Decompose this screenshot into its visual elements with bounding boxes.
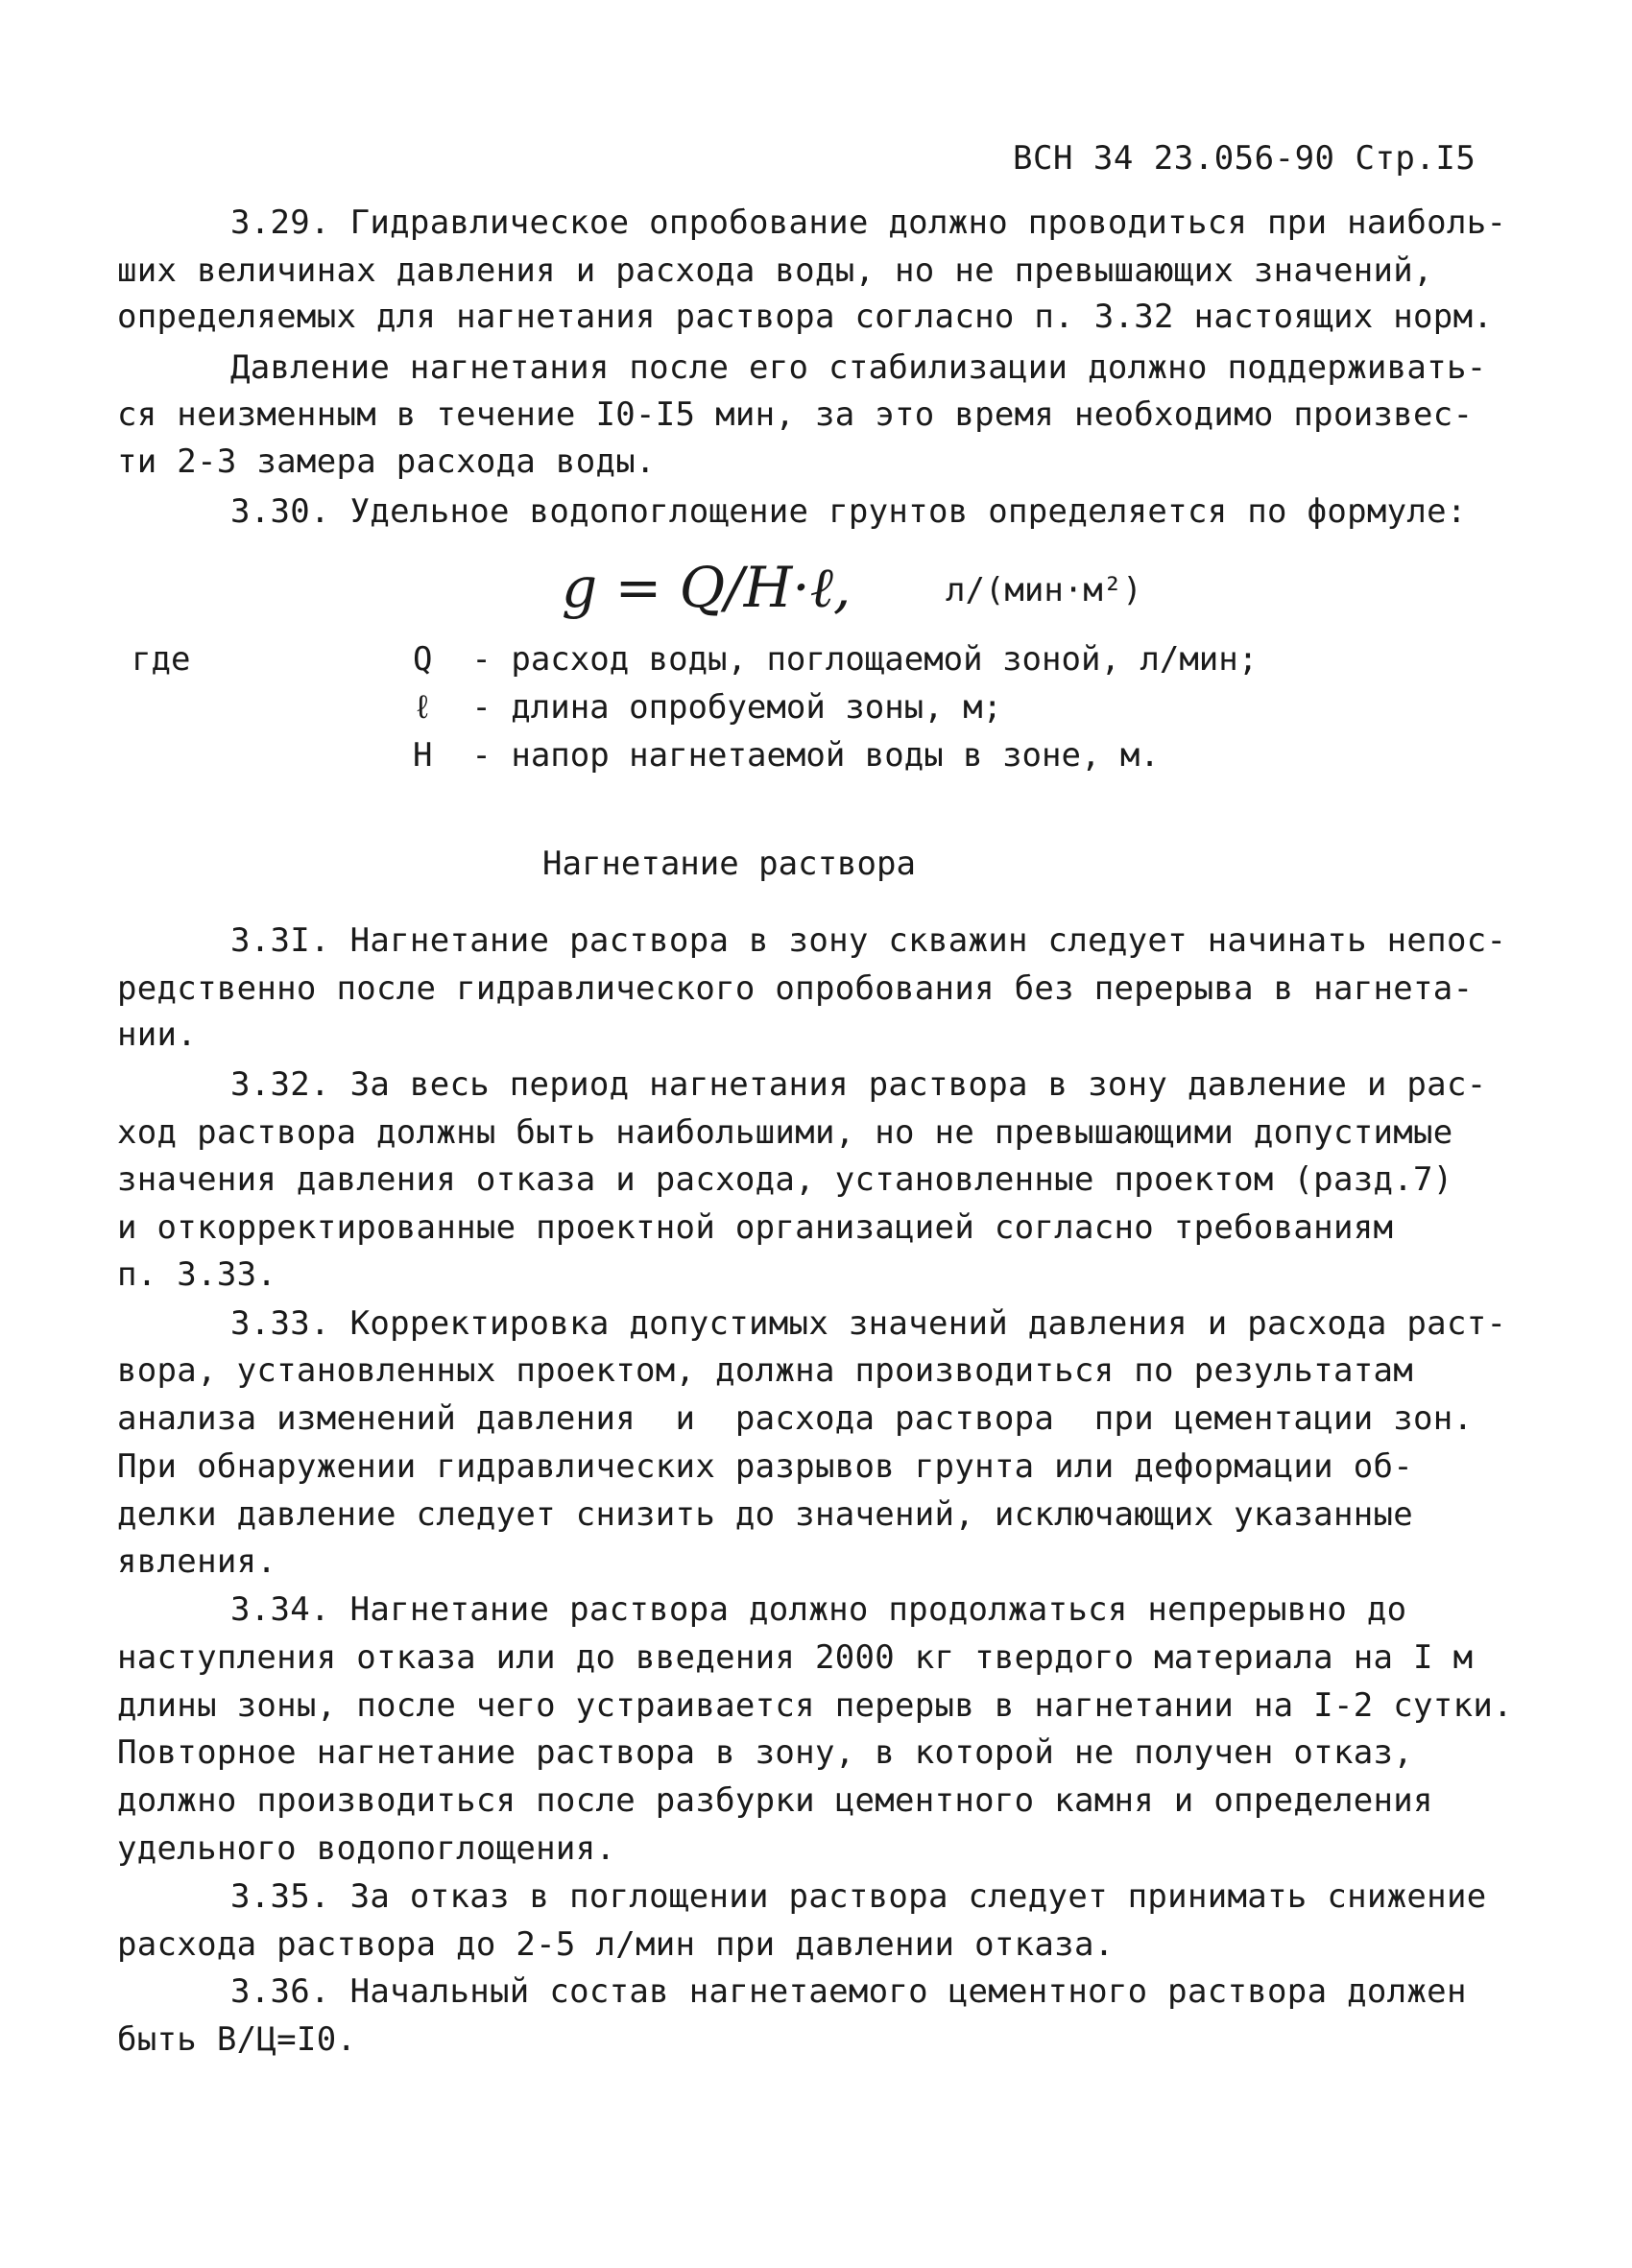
where-label: где — [132, 640, 191, 679]
text-line: Давление нагнетания после его стабилизации должно поддерживать- — [230, 348, 1487, 387]
text-line: редственно после гидравлического опробования без перерыва в нагнета- — [117, 969, 1474, 1008]
text-line: быть В/Ц=I0. — [117, 2020, 357, 2059]
text-line: длины зоны, после чего устраивается перерыв в нагнетании на I-2 сутки. — [117, 1686, 1513, 1725]
legend-line: ℓ - длина опробуемой зоны, м; — [413, 688, 1003, 727]
legend-line: Q - расход воды, поглощаемой зоной, л/мин; — [413, 640, 1259, 679]
text-line: значения давления отказа и расхода, установленные проектом (разд.7) — [117, 1160, 1453, 1199]
text-line: При обнаружении гидравлических разрывов грунта или деформации об- — [117, 1447, 1414, 1486]
text-line: наступления отказа или до введения 2000 кг твердого материала на I м — [117, 1638, 1474, 1677]
text-line: делки давление следует снизить до значений, исключающих указанные — [117, 1495, 1414, 1534]
text-line: ход раствора должны быть наибольшими, но не превышающими допустимые — [117, 1113, 1453, 1152]
text-line: 3.3I. Нагнетание раствора в зону скважин следует начинать непос- — [230, 921, 1507, 960]
text-line: и откорректированные проектной организацией согласно требованиям — [117, 1208, 1394, 1247]
text-line: 3.32. За весь период нагнетания раствора в зону давление и рас- — [230, 1065, 1487, 1104]
text-line: расхода раствора до 2-5 л/мин при давлении отказа. — [117, 1925, 1115, 1964]
text-line: Повторное нагнетание раствора в зону, в которой не получен отказ, — [117, 1733, 1414, 1772]
text-line: п. 3.33. — [117, 1255, 277, 1294]
text-line: 3.30. Удельное водопоглощение грунтов определяется по формуле: — [230, 492, 1467, 531]
text-line: явления. — [117, 1542, 277, 1581]
text-line: 3.35. За отказ в поглощении раствора следует принимать снижение — [230, 1877, 1487, 1916]
formula: g = Q/H·ℓ, — [562, 555, 852, 620]
formula-units: л/(мин·м²) — [946, 571, 1142, 609]
text-line: ти 2-3 замера расхода воды. — [117, 442, 656, 481]
text-line: удельного водопоглощения. — [117, 1829, 616, 1868]
legend-line: H - напор нагнетаемой воды в зоне, м. — [413, 736, 1160, 775]
text-line: 3.29. Гидравлическое опробование должно проводиться при наиболь- — [230, 203, 1507, 242]
text-line: 3.34. Нагнетание раствора должно продолжаться непрерывно до — [230, 1590, 1407, 1629]
text-line: 3.36. Начальный состав нагнетаемого цементного раствора должен — [230, 1972, 1467, 2011]
text-line: ших величинах давления и расхода воды, но не превышающих значений, — [117, 251, 1433, 290]
text-line: вора, установленных проектом, должна производиться по результатам — [117, 1351, 1414, 1390]
text-line: нии. — [117, 1015, 198, 1054]
text-line: должно производиться после разбурки цементного камня и определения — [117, 1781, 1433, 1820]
text-line: ся неизменным в течение I0-I5 мин, за это время необходимо произвес- — [117, 395, 1474, 434]
text-line: 3.33. Корректировка допустимых значений давления и расхода раст- — [230, 1304, 1507, 1343]
page-header: ВСН 34 23.056-90 Стр.I5 — [1013, 139, 1476, 178]
section-heading: Нагнетание раствора — [542, 845, 916, 883]
text-line: определяемых для нагнетания раствора согласно п. 3.32 настоящих норм. — [117, 298, 1494, 336]
text-line: анализа изменений давления и расхода раствора при цементации зон. — [117, 1399, 1474, 1438]
